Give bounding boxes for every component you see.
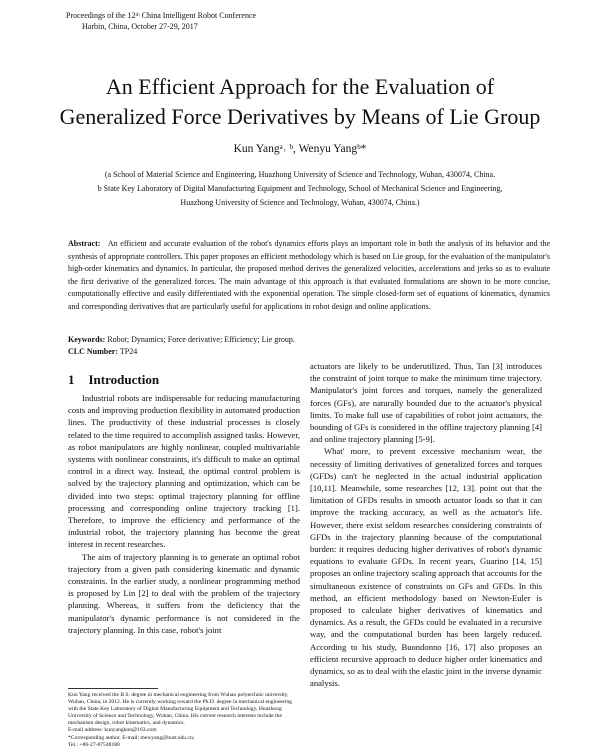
paragraph: Industrial robots are indispensable for reducing manufacturing costs and improving production flexibility in automated production lines. The productivity of these industrial processes is closely related to the time required to accomplish assigned tasks. However, as robot manipulators are highly nonlinear, coupled multivariable systems with nonlinear constraints, it's difficult to make an optimal control in a direct way. Instead, the optimal control problem is solved by the trajectory planning and optimization, which can be divided into two steps: optimal trajectory planning for offline processing and corresponding online trajectory tracking [1]. Therefore, to improve the efficiency and performance of the industrial robot, the trajectory planning has become the great interest in recent researches. [68,393,300,550]
corresponding-author: *Corresponding author. E-mail: mewyang@hust.edu.cn; [68,734,195,741]
paragraph: actuators are likely to be underutilized. Thus, Tan [3] introduces the constraint of joint torque to make the minimum time trajectory. Manipulator's joint forces and torques, namely the generalized forces (GFs), are naturally bounded due to the actuator's physical limits. To make full use of capabilities of robot joint actuators, the bounding of GFs is considered in the offline trajectory planning [4] and online trajectory planning [5-9]. [310,361,542,445]
abstract [68,238,550,314]
keywords [68,334,550,346]
section-heading [68,372,159,388]
affiliation-b-line-1: b State Key Laboratory of Digital Manufacturing Equipment and Technology, School of Mechanical Science and Engineering, [97,184,503,193]
affiliations [0,168,600,210]
right-column [310,360,542,689]
author-bio: Kun Yang received the B.S. degree in mechanical engineering from Wuhan polytechnic university, Wuhan, China, in 2012. He is currently working toward the Ph.D. degree in mechanical engineering with the State Key Laboratory of Digital Manufacturing Equipment and Technology, Huazhong University of Science and Technology, Wuhan, China. His current research interests include the mechanism design, robot kinematics, and dynamics. [68,692,292,727]
conference-name: Proceedings of the 12ᵗʰ China Intelligent Robot Conference [66,11,257,20]
clc-value: TP24 [119,347,138,356]
author-email: E-mail address: kunyangkun@163.com [68,727,157,734]
telephone: Tel.: +86-27-87548180 [68,741,120,748]
paragraph: What' more, to prevent excessive mechanism wear, the necessity of limiting derivatives of generalized forces and torques (GFDs) can't be neglected in the actual industrial application [10,11]. Meanwhile, some researches [12, 13]. point out that the limitation of GFDs results in smooth actuator loads so that it can improve the tracking accuracy, as well as the actuator's life. However, there exist seldom researches considering constraints of GFDs in the trajectory planning because of the computational burden: it requires deducing higher derivatives of robot's dynamic equations to evaluate GFDs. In recent years, Guarino [14, 15] proposes an online trajectory scaling approach that accounts for the simultaneous existence of constraints on GFs and GFDs. In this method, an efficient methodology based on Newton-Euler is proposed to calculate higher derivatives of kinematics and dynamics. As a result, the GFDs could be evaluated in a recursive way, and the computational burden has been largely reduced. According to his study, Buondonno [16, 17] also proposes an efficient recursive approach to deduce higher order kinematics and dynamics, so as to deal with the elastic joint in the inverse dynamic analysis. [310,446,542,689]
keywords-text: Robot; Dynamics; Force derivative; Efficiency; Lie group. [107,335,295,344]
section-number: 1 [68,372,75,387]
affiliation-b-line-2: Huazhong University of Science and Technology, Wuhan, 430074, China.) [180,198,420,207]
title-line-1: An Efficient Approach for the Evaluation of [105,74,495,99]
clc-number [68,346,137,358]
title-line-2: Generalized Force Derivatives by Means of Lie Group [59,104,541,129]
affiliation-a: (a School of Material Science and Engineering, Huazhong University of Science and Technology, Wuhan, 430074, China. [104,170,496,179]
footnote [68,692,300,749]
clc-label: CLC Number: [68,347,118,356]
abstract-label: Abstract: [68,239,101,248]
section-title: Introduction [88,372,160,387]
footnote-divider [68,688,158,689]
conference-header [66,10,256,32]
keywords-label: Keywords: [68,335,106,344]
conference-location-date: Harbin, China, October 27-29, 2017 [82,22,198,31]
abstract-text: An efficient and accurate evaluation of the robot's dynamics efforts plays an important role in both the analysis of its behavior and the synthesis of appropriate controllers. This paper proposes an efficient methodology which is based on Lie group, for the evaluation of the manipulator's high-order kinematics and dynamics. In particular, the proposed method derives the generalized velocities, accelerations and jerks so as to evaluate the first derivative of the generalized forces. The main advantage of this approach is that evaluated formulations are shown to be more concise, computationally effective and easily differentiated with the exponential operation. The simple closed-form set of equations of kinematics, dynamics and corresponding derivatives that are particularly useful for applications in robot design and online applications. [68,239,551,311]
paper-title [0,72,600,132]
authors: Kun Yangᵃ˒ ᵇ, Wenyu Yangᵇ* [233,143,367,155]
left-column [68,392,300,636]
paragraph: The aim of trajectory planning is to generate an optimal robot trajectory from a given path considering kinematic and dynamic constraints. In the earlier study, a nonlinear programming method is proposed by Lin [2] to deal with the problem of the trajectory planning. Whereas, it suffers from the deficiency that the manipulator's dynamic performance is not considered in the trajectory planning. In this case, robot's joint [68,551,300,635]
